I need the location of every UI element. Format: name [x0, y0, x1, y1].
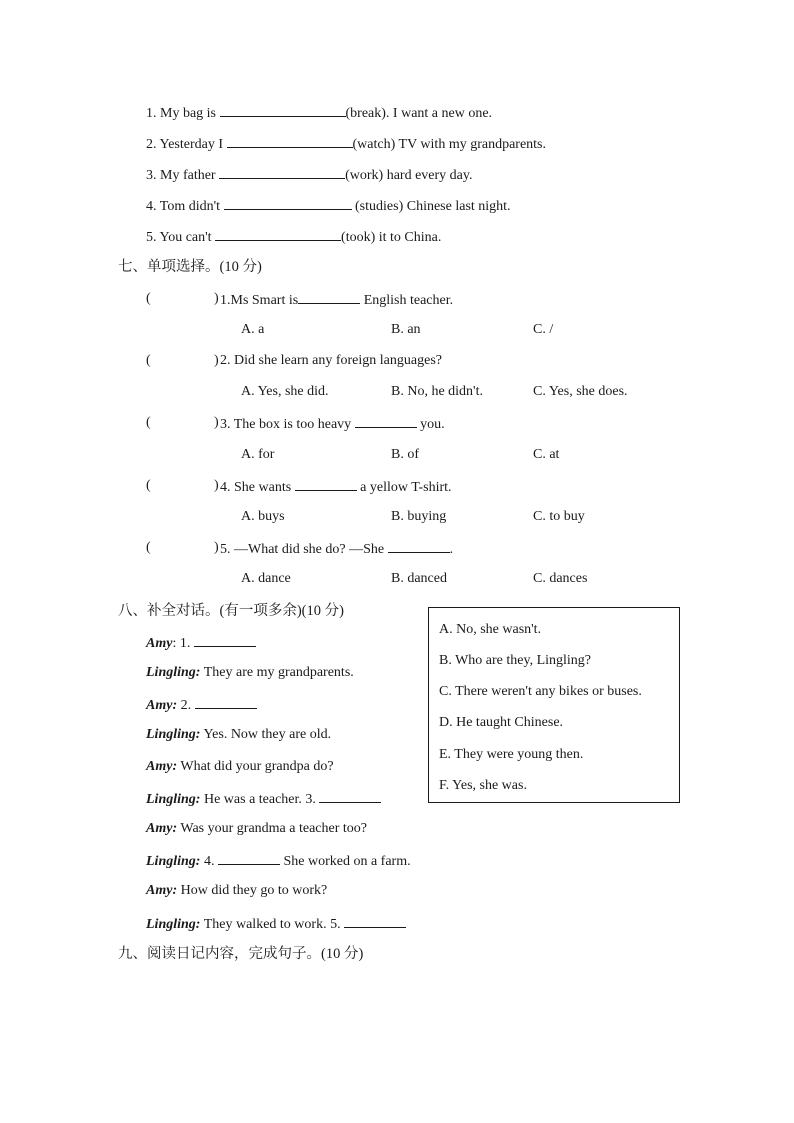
answer-blank[interactable]: [344, 914, 406, 928]
answer-blank[interactable]: [195, 695, 257, 709]
section7-heading: 七、单项选择。(10 分): [118, 259, 262, 275]
option-a[interactable]: A. for: [241, 447, 275, 462]
answer-blank[interactable]: [194, 633, 256, 647]
speaker-name: Amy:: [146, 698, 178, 713]
dialogue-option-c[interactable]: C. There weren't any bikes or buses.: [439, 684, 642, 699]
dialogue-options-box: [428, 607, 680, 803]
dialogue-line-3: Amy: 2.: [146, 695, 257, 715]
speaker-name: Lingling:: [146, 854, 201, 869]
dialogue-option-a[interactable]: A. No, she wasn't.: [439, 622, 542, 637]
dialogue-line-4: Lingling: Yes. Now they are old.: [146, 727, 332, 742]
fill-item-3: 3. My father (work) hard every day.: [146, 165, 472, 185]
speaker-name: Lingling:: [146, 792, 201, 807]
answer-paren[interactable]: ( ): [146, 353, 219, 368]
section9-heading: 九、阅读日记内容，完成句子。(10 分): [118, 946, 364, 962]
fill-item-5: 5. You can't (took) it to China.: [146, 227, 441, 247]
option-c[interactable]: C. /: [533, 322, 554, 337]
option-c[interactable]: C. to buy: [533, 509, 585, 524]
dialogue-option-e[interactable]: E. They were young then.: [439, 747, 584, 762]
dialogue-line-2: Lingling: They are my grandparents.: [146, 665, 354, 680]
answer-blank[interactable]: [355, 414, 417, 428]
answer-blank[interactable]: [215, 227, 341, 241]
answer-blank[interactable]: [219, 165, 345, 179]
option-a[interactable]: A. buys: [241, 509, 285, 524]
answer-blank[interactable]: [218, 851, 280, 865]
answer-blank[interactable]: [227, 134, 353, 148]
option-b[interactable]: B. of: [391, 447, 419, 462]
dialogue-option-d[interactable]: D. He taught Chinese.: [439, 715, 564, 730]
dialogue-line-6: Lingling: He was a teacher. 3.: [146, 789, 381, 809]
option-b[interactable]: B. buying: [391, 509, 447, 524]
speaker-name: Amy:: [146, 821, 178, 836]
speaker-name: Lingling:: [146, 665, 201, 680]
answer-paren[interactable]: ( ): [146, 540, 219, 555]
answer-paren[interactable]: ( ): [146, 478, 219, 493]
answer-blank[interactable]: [220, 103, 346, 117]
speaker-name: Lingling:: [146, 917, 201, 932]
answer-blank[interactable]: [319, 789, 381, 803]
fill-item-1: 1. My bag is (break). I want a new one.: [146, 103, 492, 123]
speaker-name: Amy:: [146, 759, 178, 774]
fill-item-2: 2. Yesterday I (watch) TV with my grandparents.: [146, 134, 546, 154]
answer-paren[interactable]: ( ): [146, 291, 219, 306]
dialogue-line-9: Amy: How did they go to work?: [146, 883, 328, 898]
fill-item-4: 4. Tom didn't (studies) Chinese last night.: [146, 196, 511, 216]
answer-paren[interactable]: ( ): [146, 415, 219, 430]
option-b[interactable]: B. danced: [391, 571, 447, 586]
answer-blank[interactable]: [298, 290, 360, 304]
option-c[interactable]: C. at: [533, 447, 560, 462]
option-a[interactable]: A. dance: [241, 571, 291, 586]
answer-blank[interactable]: [295, 477, 357, 491]
option-c[interactable]: C. Yes, she does.: [533, 384, 628, 399]
speaker-name: Lingling:: [146, 727, 201, 742]
dialogue-option-b[interactable]: B. Who are they, Lingling?: [439, 653, 592, 668]
answer-blank[interactable]: [388, 539, 450, 553]
dialogue-line-8: Lingling: 4. She worked on a farm.: [146, 851, 411, 871]
answer-blank[interactable]: [224, 196, 352, 210]
dialogue-option-f[interactable]: F. Yes, she was.: [439, 778, 527, 793]
option-b[interactable]: B. an: [391, 322, 421, 337]
speaker-name: Amy: [146, 636, 173, 651]
option-a[interactable]: A. Yes, she did.: [241, 384, 329, 399]
section8-heading: 八、补全对话。(有一项多余)(10 分): [118, 603, 344, 619]
option-b[interactable]: B. No, he didn't.: [391, 384, 483, 399]
option-c[interactable]: C. dances: [533, 571, 588, 586]
speaker-name: Amy:: [146, 883, 178, 898]
dialogue-line-1: Amy: 1.: [146, 633, 256, 653]
dialogue-line-5: Amy: What did your grandpa do?: [146, 759, 334, 774]
option-a[interactable]: A. a: [241, 322, 265, 337]
dialogue-line-10: Lingling: They walked to work. 5.: [146, 914, 406, 934]
dialogue-line-7: Amy: Was your grandma a teacher too?: [146, 821, 367, 836]
